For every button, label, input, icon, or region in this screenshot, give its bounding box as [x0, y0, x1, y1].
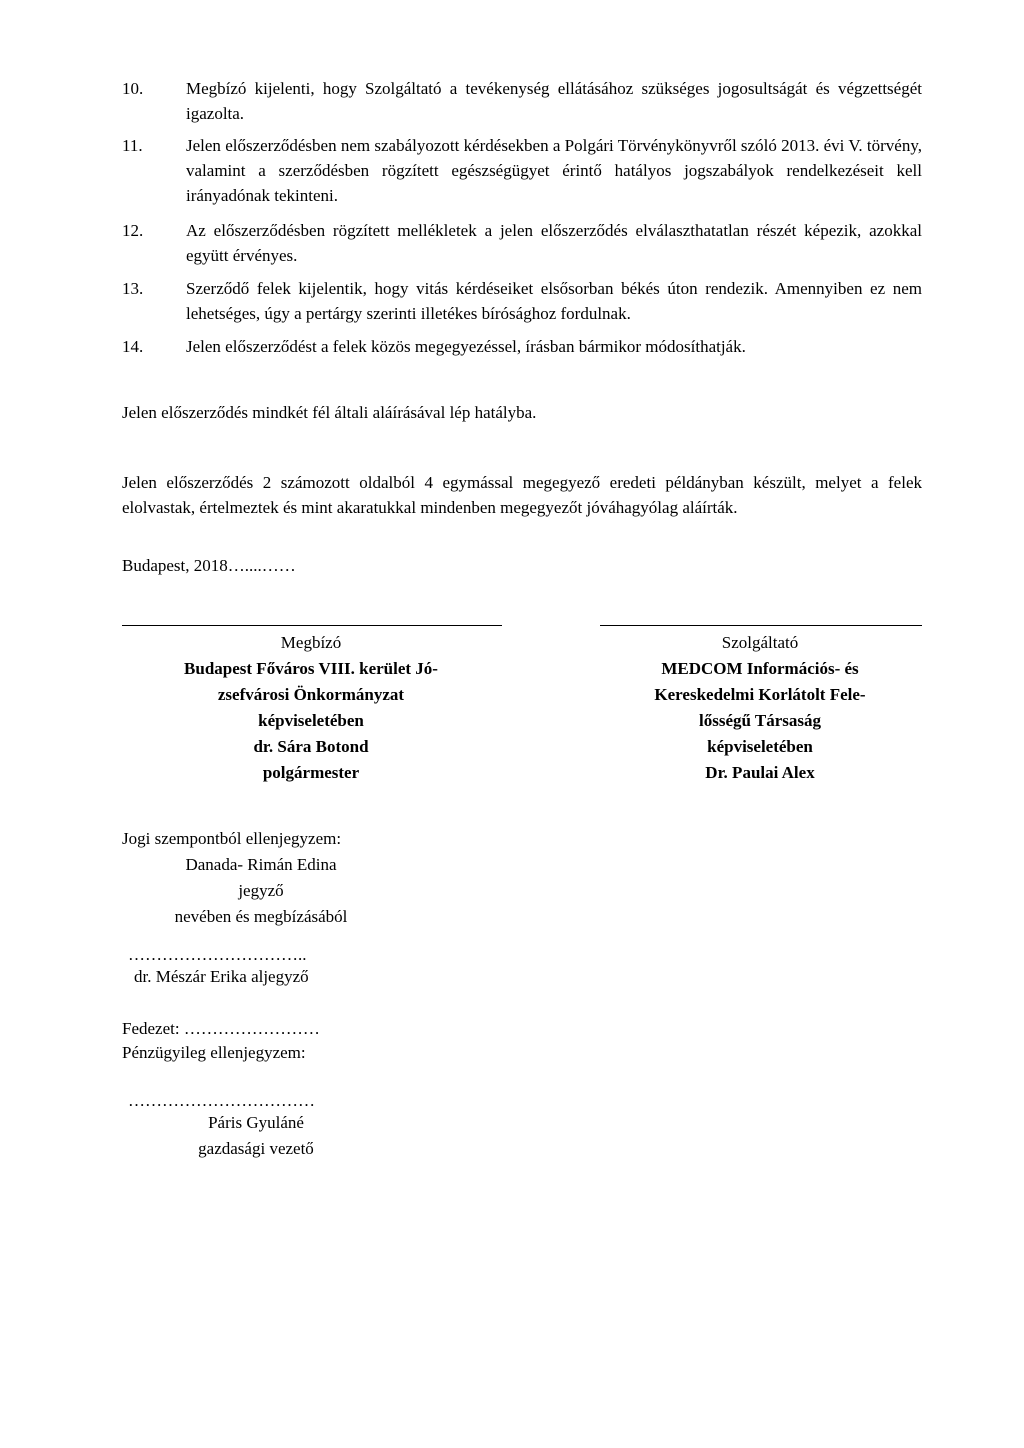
finance-signer-block [122, 1110, 390, 1162]
legal-signature-dots: ………………………….. [128, 945, 307, 964]
legal-countersign-block [122, 852, 400, 930]
clause-12 [122, 218, 922, 268]
clause-number: 13. [122, 279, 144, 298]
finance-signature-dots: …………………………… [128, 1091, 315, 1110]
copies-statement: Jelen előszerződés 2 számozott oldalból 4 egymással megegyező eredeti példányban készült, melyet a felek elolvastak, értelmeztek és mint akaratukkal mindenben megegyezőt jóváhagyólag aláírták. [122, 473, 922, 517]
legal-name: Danada- Rimán Edina [185, 855, 337, 874]
client-name-line-1: Budapest Főváros VIII. kerület Jó- [184, 659, 438, 678]
legal-deputy: dr. Mészár Erika aljegyző [134, 967, 309, 986]
provider-party [610, 630, 910, 786]
client-representative-title: polgármester [262, 763, 360, 782]
clause-text: Jelen előszerződést a felek közös megegyezéssel, írásban bármikor módosíthatják. [186, 337, 746, 356]
provider-signature-line [600, 625, 922, 626]
clause-text: Jelen előszerződésben nem szabályozott kérdésekben a Polgári Törvénykönyvről szóló 2013. évi V. törvény, valamint a szerződésben rögzített egészségügyet érintő hatályos jogszabályok rendelkezéseit kell irányadónak tekinteni. [186, 136, 922, 205]
clause-text: Megbízó kijelenti, hogy Szolgáltató a tevékenység ellátásához szükséges jogosultságát és végzettségét igazolta. [186, 79, 922, 123]
clause-14 [122, 334, 922, 359]
clause-text: Az előszerződésben rögzített mellékletek a jelen előszerződés elválaszthatatlan részét képezik, azokkal együtt érvényes. [186, 221, 922, 265]
clause-number: 10. [122, 79, 144, 98]
clause-13 [122, 276, 922, 326]
clause-number: 11. [122, 136, 143, 155]
provider-role: Szolgáltató [721, 633, 799, 652]
clause-number: 14. [122, 337, 144, 356]
client-representative: dr. Sára Botond [253, 737, 369, 756]
clause-10 [122, 76, 922, 126]
provider-name-line-1: MEDCOM Információs- és [661, 659, 859, 678]
legal-heading: Jogi szempontból ellenjegyzem: [122, 829, 342, 848]
finance-countersign: Pénzügyileg ellenjegyzem: [122, 1043, 306, 1062]
effective-statement: Jelen előszerződés mindkét fél általi aláírásával lép hatályba. [122, 403, 537, 422]
clause-number: 12. [122, 221, 144, 240]
clause-11 [122, 133, 922, 208]
client-role: Megbízó [280, 633, 342, 652]
finance-title: gazdasági vezető [198, 1139, 314, 1158]
client-representation: képviseletében [258, 711, 364, 730]
provider-representation: képviseletében [707, 737, 813, 756]
finance-coverage: Fedezet: …………………… [122, 1019, 320, 1038]
client-name-line-2: zsefvárosi Önkormányzat [217, 685, 405, 704]
provider-representative: Dr. Paulai Alex [705, 763, 815, 782]
clause-text: Szerződő felek kijelentik, hogy vitás kérdéseiket elsősorban békés úton rendezik. Amennyiben ez nem lehetséges, úgy a pertárgy szerinti illetékes bírósághoz fordulnak. [186, 279, 922, 323]
provider-name-line-2: Kereskedelmi Korlátolt Fele- [654, 685, 866, 704]
legal-on-behalf: nevében és megbízásából [174, 907, 348, 926]
client-signature-line [122, 625, 502, 626]
provider-name-line-3: lősségű Társaság [698, 711, 821, 730]
finance-name: Páris Gyuláné [208, 1113, 304, 1132]
client-party [150, 630, 472, 786]
legal-title: jegyző [238, 881, 284, 900]
place-date: Budapest, 2018…....…… [122, 556, 296, 575]
